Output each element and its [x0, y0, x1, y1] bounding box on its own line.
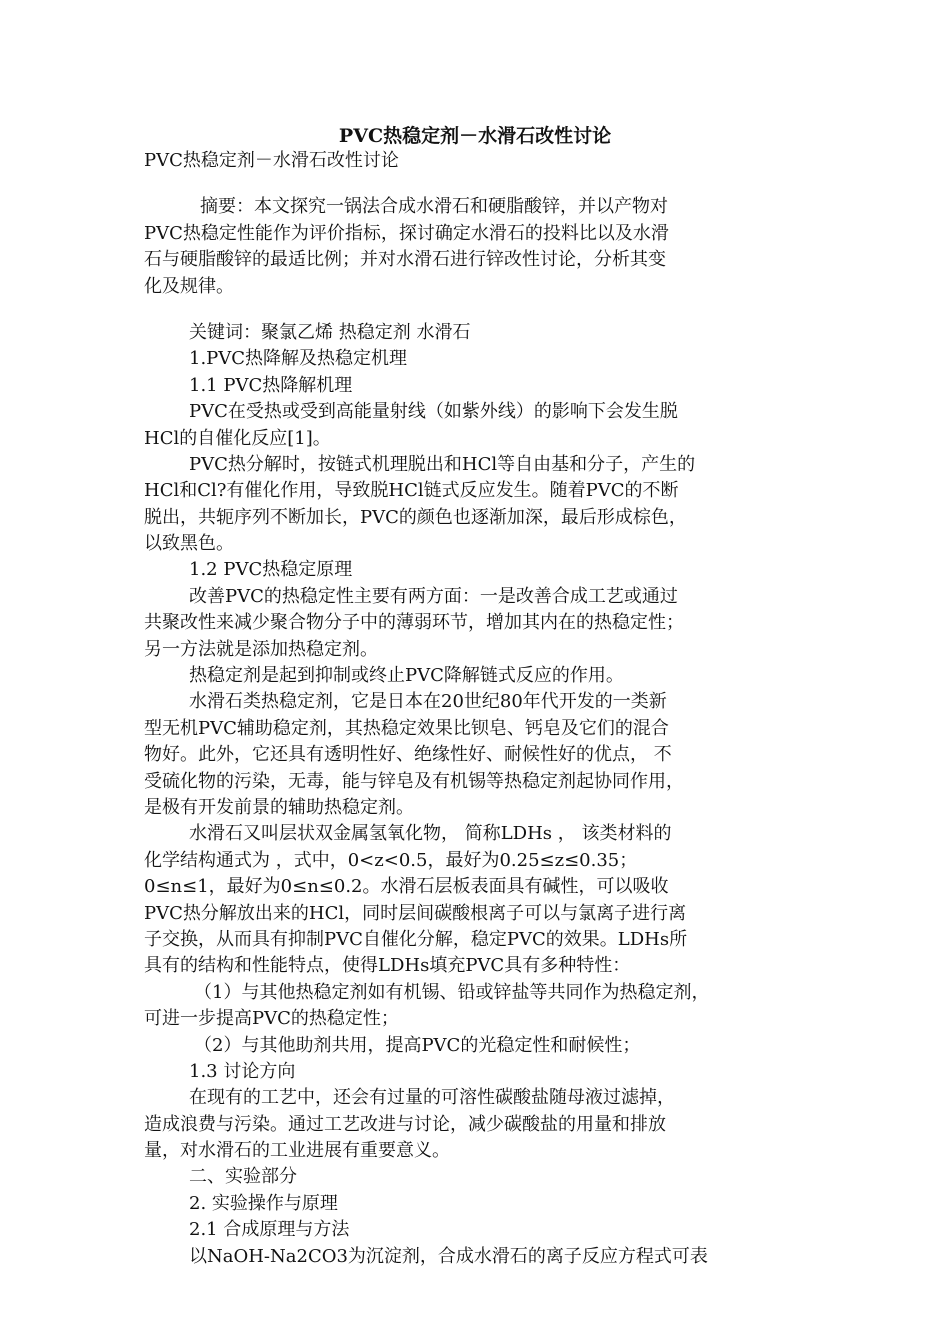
paragraph-line: 热稳定剂是起到抑制或终止PVC降解链式反应的作用。: [189, 665, 624, 687]
subsection-heading: 1.2 PVC热稳定原理: [189, 559, 353, 581]
paragraph-line: 改善PVC的热稳定性主要有两方面：一是改善合成工艺或通过: [189, 585, 678, 607]
paragraph-line: 0≤n≤1，最好为0≤n≤0.2。水滑石层板表面具有碱性，可以吸收: [144, 876, 669, 898]
paragraph-line: PVC热分解放出来的HCl，同时层间碳酸根离子可以与氯离子进行离: [144, 902, 687, 924]
blank-line: [144, 174, 814, 194]
subsection-heading: 2.1 合成原理与方法: [189, 1219, 350, 1241]
paragraph-line: 受硫化物的污染，无毒，能与锌皂及有机锡等热稳定剂起协同作用，: [144, 770, 684, 792]
paragraph-line: 脱出，共轭序列不断加长，PVC的颜色也逐渐加深，最后形成棕色，: [144, 506, 687, 528]
paragraph-line: 水滑石类热稳定剂，它是日本在20世纪80年代开发的一类新: [189, 691, 667, 713]
document-title: PVC热稳定剂－水滑石改性讨论: [338, 125, 612, 147]
paragraph-line: 以NaOH-Na2CO3为沉淀剂，合成水滑石的离子反应方程式可表: [189, 1245, 708, 1267]
paragraph-line: 是极有开发前景的辅助热稳定剂。: [144, 796, 414, 818]
paragraph-line: 水滑石又叫层状双金属氢氧化物， 简称LDHs ， 该类材料的: [189, 823, 672, 845]
subsection-heading: 1.3 讨论方向: [189, 1060, 296, 1082]
paragraph-line: 以致黑色。: [144, 533, 234, 555]
subsection-heading: 1.1 PVC热降解机理: [189, 374, 353, 396]
paragraph-line: 化学结构通式为 ，式中，0<z<0.5，最好为0.25≤z≤0.35；: [144, 849, 638, 871]
list-item-line: （1）与其他热稳定剂如有机锡、铅或锌盐等共同作为热稳定剂，: [194, 981, 710, 1003]
list-item-line: 可进一步提高PVC的热稳定性；: [144, 1008, 399, 1030]
paragraph-line: 在现有的工艺中，还会有过量的可溶性碳酸盐随母液过滤掉，: [189, 1087, 675, 1109]
paragraph-line: 量，对水滑石的工业进展有重要意义。: [144, 1140, 450, 1162]
abstract-line: 石与硬脂酸锌的最适比例；并对水滑石进行锌改性讨论，分析其变: [144, 249, 666, 271]
subsection-heading: 2. 实验操作与原理: [189, 1192, 338, 1214]
abstract-line: 摘要：本文探究一锅法合成水滑石和硬脂酸锌，并以产物对: [200, 196, 668, 218]
abstract-line: PVC热稳定性能作为评价指标，探讨确定水滑石的投料比以及水滑: [144, 222, 669, 244]
paragraph-line: 造成浪费与污染。通过工艺改进与讨论，减少碳酸盐的用量和排放: [144, 1113, 666, 1135]
document-body: [144, 148, 814, 1270]
paragraph-line: HCl的自催化反应[1]。: [144, 427, 331, 449]
paragraph-line: 型无机PVC辅助稳定剂，其热稳定效果比钡皂、钙皂及它们的混合: [144, 717, 669, 739]
paragraph-line: 另一方法就是添加热稳定剂。: [144, 638, 378, 660]
paragraph-line: PVC热分解时，按链式机理脱出和HCl等自由基和分子，产生的: [189, 453, 696, 475]
list-item-line: （2）与其他助剂共用，提高PVC的光稳定性和耐候性；: [194, 1034, 641, 1056]
blank-line: [144, 300, 814, 320]
paragraph-line: 物好。此外，它还具有透明性好、绝缘性好、耐候性好的优点， 不: [144, 744, 672, 766]
paragraph-line: HCl和Cl?有催化作用，导致脱HCl链式反应发生。随着PVC的不断: [144, 480, 679, 502]
paragraph-line: 具有的结构和性能特点，使得LDHs填充PVC具有多种特性：: [144, 955, 631, 977]
abstract-line: 化及规律。: [144, 275, 234, 297]
section-heading: 二、实验部分: [189, 1166, 297, 1188]
document-subtitle: PVC热稳定剂－水滑石改性讨论: [144, 150, 399, 171]
keywords-line: 关键词：聚氯乙烯 热稳定剂 水滑石: [189, 321, 471, 343]
paragraph-line: PVC在受热或受到高能量射线（如紫外线）的影响下会发生脱: [189, 401, 678, 423]
paragraph-line: 子交换，从而具有抑制PVC自催化分解，稳定PVC的效果。LDHs所: [144, 928, 688, 950]
section-heading: 1.PVC热降解及热稳定机理: [189, 348, 408, 370]
paragraph-line: 共聚改性来减少聚合物分子中的薄弱环节，增加其内在的热稳定性；: [144, 612, 684, 634]
